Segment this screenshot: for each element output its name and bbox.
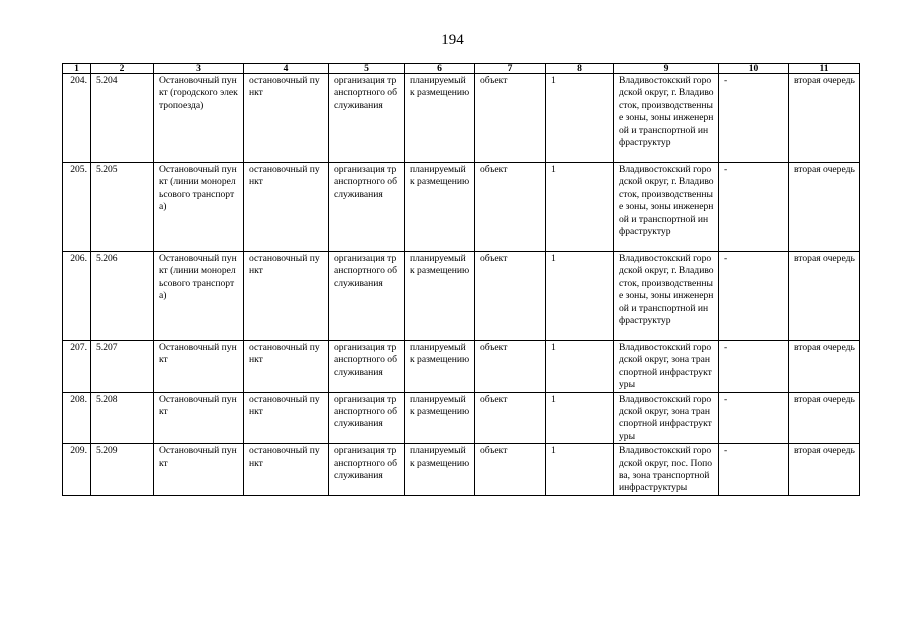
object-status: планируемый к размещению bbox=[405, 74, 475, 163]
location: Владивостокский городской округ, зона транспортной инфраструктуры bbox=[614, 392, 719, 444]
object-purpose: организация транспортного обслуживания bbox=[329, 444, 405, 496]
unit: объект bbox=[475, 341, 546, 393]
object-type: остановочный пункт bbox=[244, 341, 329, 393]
object-purpose: организация транспортного обслуживания bbox=[329, 163, 405, 252]
table-header-row bbox=[63, 64, 860, 74]
zone: - bbox=[719, 341, 789, 393]
object-type: остановочный пункт bbox=[244, 444, 329, 496]
location: Владивостокский городской округ, г. Владивосток, производственные зоны, зоны инженерной и транспортной инфраструктур bbox=[614, 74, 719, 163]
location: Владивостокский городской округ, г. Владивосток, производственные зоны, зоны инженерной и транспортной инфраструктур bbox=[614, 163, 719, 252]
count: 1 bbox=[546, 392, 614, 444]
stage: вторая очередь bbox=[789, 163, 860, 252]
object-name: Остановочный пункт (городского электропоезда) bbox=[154, 74, 244, 163]
unit: объект bbox=[475, 252, 546, 341]
count: 1 bbox=[546, 252, 614, 341]
object-purpose: организация транспортного обслуживания bbox=[329, 341, 405, 393]
count: 1 bbox=[546, 341, 614, 393]
column-header: 5 bbox=[329, 64, 405, 74]
object-code: 5.206 bbox=[91, 252, 154, 341]
zone: - bbox=[719, 252, 789, 341]
table-row bbox=[63, 74, 860, 163]
object-status: планируемый к размещению bbox=[405, 341, 475, 393]
page-number: 194 bbox=[441, 32, 464, 48]
zone: - bbox=[719, 74, 789, 163]
column-header: 7 bbox=[475, 64, 546, 74]
zone: - bbox=[719, 163, 789, 252]
object-name: Остановочный пункт bbox=[154, 444, 244, 496]
column-header: 1 bbox=[63, 64, 91, 74]
object-purpose: организация транспортного обслуживания bbox=[329, 392, 405, 444]
zone: - bbox=[719, 392, 789, 444]
object-name: Остановочный пункт (линии монорельсового транспорта) bbox=[154, 163, 244, 252]
object-name: Остановочный пункт bbox=[154, 341, 244, 393]
table-row bbox=[63, 392, 860, 444]
stage: вторая очередь bbox=[789, 252, 860, 341]
object-code: 5.207 bbox=[91, 341, 154, 393]
row-number: 205. bbox=[63, 163, 91, 252]
registry-table bbox=[62, 63, 860, 496]
unit: объект bbox=[475, 163, 546, 252]
object-code: 5.209 bbox=[91, 444, 154, 496]
column-header: 6 bbox=[405, 64, 475, 74]
count: 1 bbox=[546, 74, 614, 163]
row-number: 207. bbox=[63, 341, 91, 393]
unit: объект bbox=[475, 392, 546, 444]
object-code: 5.204 bbox=[91, 74, 154, 163]
unit: объект bbox=[475, 444, 546, 496]
unit: объект bbox=[475, 74, 546, 163]
row-number: 208. bbox=[63, 392, 91, 444]
stage: вторая очередь bbox=[789, 341, 860, 393]
object-status: планируемый к размещению bbox=[405, 392, 475, 444]
object-type: остановочный пункт bbox=[244, 252, 329, 341]
column-header: 11 bbox=[789, 64, 860, 74]
column-header: 10 bbox=[719, 64, 789, 74]
object-type: остановочный пункт bbox=[244, 392, 329, 444]
object-type: остановочный пункт bbox=[244, 74, 329, 163]
object-type: остановочный пункт bbox=[244, 163, 329, 252]
object-code: 5.208 bbox=[91, 392, 154, 444]
table-row bbox=[63, 341, 860, 393]
object-status: планируемый к размещению bbox=[405, 163, 475, 252]
table-row bbox=[63, 252, 860, 341]
row-number: 206. bbox=[63, 252, 91, 341]
column-header: 9 bbox=[614, 64, 719, 74]
stage: вторая очередь bbox=[789, 74, 860, 163]
column-header: 8 bbox=[546, 64, 614, 74]
zone: - bbox=[719, 444, 789, 496]
object-status: планируемый к размещению bbox=[405, 444, 475, 496]
row-number: 204. bbox=[63, 74, 91, 163]
object-name: Остановочный пункт (линии монорельсового транспорта) bbox=[154, 252, 244, 341]
object-purpose: организация транспортного обслуживания bbox=[329, 74, 405, 163]
object-purpose: организация транспортного обслуживания bbox=[329, 252, 405, 341]
table-row bbox=[63, 163, 860, 252]
location: Владивостокский городской округ, г. Владивосток, производственные зоны, зоны инженерной и транспортной инфраструктур bbox=[614, 252, 719, 341]
location: Владивостокский городской округ, пос. Попова, зона транспортной инфраструктуры bbox=[614, 444, 719, 496]
object-code: 5.205 bbox=[91, 163, 154, 252]
row-number: 209. bbox=[63, 444, 91, 496]
count: 1 bbox=[546, 163, 614, 252]
stage: вторая очередь bbox=[789, 392, 860, 444]
stage: вторая очередь bbox=[789, 444, 860, 496]
count: 1 bbox=[546, 444, 614, 496]
column-header: 4 bbox=[244, 64, 329, 74]
table-row bbox=[63, 444, 860, 496]
column-header: 2 bbox=[91, 64, 154, 74]
object-name: Остановочный пункт bbox=[154, 392, 244, 444]
object-status: планируемый к размещению bbox=[405, 252, 475, 341]
column-header: 3 bbox=[154, 64, 244, 74]
location: Владивостокский городской округ, зона транспортной инфраструктуры bbox=[614, 341, 719, 393]
